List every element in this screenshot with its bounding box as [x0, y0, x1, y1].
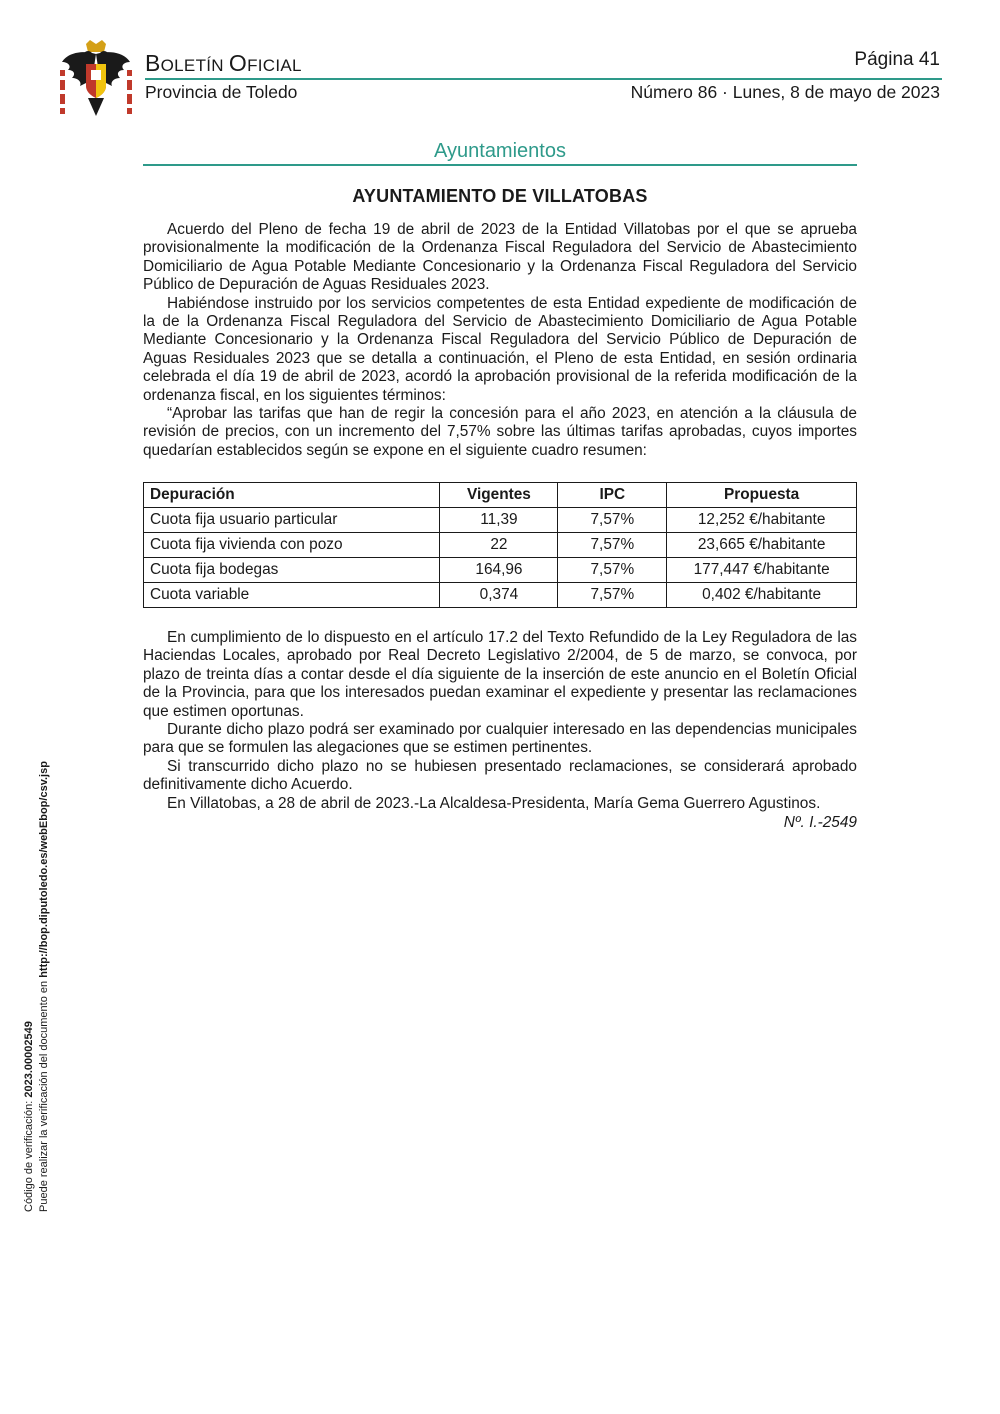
verification-link[interactable]: http://bop.diputoledo.es/webEbop/csv.jsp [38, 761, 50, 978]
table-cell: Cuota variable [144, 583, 440, 608]
table-cell: 177,447 €/habitante [667, 558, 857, 583]
table-row [144, 508, 857, 533]
province-label: Provincia de Toledo [145, 82, 298, 102]
table-cell: 7,57% [558, 558, 667, 583]
table-cell: 0,402 €/habitante [667, 583, 857, 608]
table-cell: Cuota fija usuario particular [144, 508, 440, 533]
paragraph: Acuerdo del Pleno de fecha 19 de abril de 2023 de la Entidad Villatobas por el que se aprueba provisionalmente la modificación de la Ordenanza Fiscal Reguladora del Servicio de Abastecimiento Domiciliario de Agua Potable Mediante Concesionario y la Ordenanza Fiscal Reguladora del Servicio Público de Depuración de Aguas Residuales 2023. [143, 221, 857, 294]
body-text-intro [143, 221, 857, 460]
entity-title: AYUNTAMIENTO DE VILLATOBAS [352, 186, 648, 206]
paragraph: En cumplimiento de lo dispuesto en el artículo 17.2 del Texto Refundido de la Ley Reguladora de las Haciendas Locales, aprobado por Real Decreto Legislativo 2/2004, de 5 de marzo, se convoca, por plazo de treinta días a contar desde el día siguiente de la inserción de este anuncio en el Boletín Oficial de la Provincia, para que los interesados puedan examinar el expediente y presentar las reclamaciones que estimen oportunas. [143, 629, 857, 720]
table-cell: 12,252 €/habitante [667, 508, 857, 533]
bulletin-title: BOLETÍN OFICIAL [145, 50, 302, 76]
table-cell: Cuota fija vivienda con pozo [144, 533, 440, 558]
table-cell: Cuota fija bodegas [144, 558, 440, 583]
column-header: Depuración [144, 483, 440, 508]
table-cell: 164,96 [440, 558, 558, 583]
table-row [144, 558, 857, 583]
column-header: Vigentes [440, 483, 558, 508]
table-header-row [144, 483, 857, 508]
verification-url-line: Puede realizar la verificación del documento en http://bop.diputoledo.es/webEbop/csv.jsp [38, 761, 50, 1212]
column-header: Propuesta [667, 483, 857, 508]
announcement-reference: Nº. I.-2549 [783, 814, 857, 831]
table-row [144, 583, 857, 608]
verification-code: 2023.00002549 [23, 1021, 35, 1098]
table-cell: 22 [440, 533, 558, 558]
table-row [144, 533, 857, 558]
issue-info: Número 86 · Lunes, 8 de mayo de 2023 [630, 82, 940, 102]
paragraph: Durante dicho plazo podrá ser examinado por cualquier interesado en las dependencias municipales para que se formulen las alegaciones que se estimen pertinentes. [143, 721, 857, 757]
section-heading: Ayuntamientos [143, 140, 857, 166]
table-cell: 7,57% [558, 508, 667, 533]
verification-sidebar [22, 612, 52, 1212]
paragraph: Si transcurrido dicho plazo no se hubiesen presentado reclamaciones, se considerará aprobado definitivamente dicho Acuerdo. [143, 757, 857, 794]
verification-code-line: Código de verificación: 2023.00002549 [23, 1021, 35, 1212]
paragraph: “Aprobar las tarifas que han de regir la concesión para el año 2023, en atención a la cláusula de revisión de precios, con un incremento del 7,57% sobre las últimas tarifas aprobadas, cuyos importes quedarían establecidos según se expone en el siguiente cuadro resumen: [143, 405, 857, 459]
provincial-crest-icon [58, 40, 134, 120]
table-cell: 7,57% [558, 533, 667, 558]
table-cell: 0,374 [440, 583, 558, 608]
table-cell: 7,57% [558, 583, 667, 608]
page-number: Página 41 [854, 49, 940, 70]
table-cell: 23,665 €/habitante [667, 533, 857, 558]
rates-table [143, 482, 857, 608]
body-text-closing [143, 629, 857, 813]
header-divider [145, 78, 942, 80]
paragraph: Habiéndose instruido por los servicios competentes de esta Entidad expediente de modificación de la de la Ordenanza Fiscal Reguladora del Servicio de Abastecimiento Domiciliario de Agua Potable Mediante Concesionario y la Ordenanza Fiscal Reguladora del Servicio Público de Depuración de Aguas Residuales 2023 que se detalla a continuación, el Pleno de esta Entidad, en sesión ordinaria celebrada el día 19 de abril de 2023, acordó la aprobación provisional de la referida modificación de la ordenanza fiscal, en los siguientes términos: [143, 294, 857, 404]
paragraph: En Villatobas, a 28 de abril de 2023.-La Alcaldesa-Presidenta, María Gema Guerrero Agustinos. [167, 794, 821, 812]
column-header: IPC [558, 483, 667, 508]
table-cell: 11,39 [440, 508, 558, 533]
